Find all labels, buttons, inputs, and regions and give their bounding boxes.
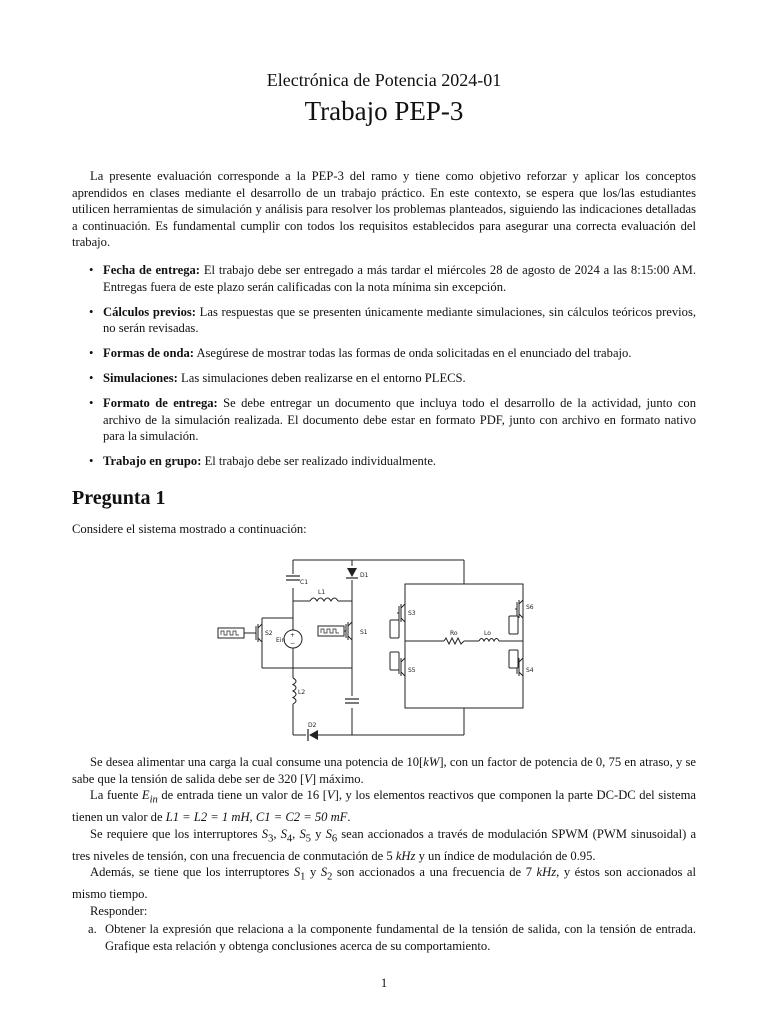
circuit-diagram (214, 544, 554, 746)
requirement-item (72, 395, 696, 445)
page-number: 1 (380, 976, 388, 990)
capacitor-c2-icon (345, 699, 359, 703)
requirement-text: El trabajo debe ser entregado a más tardar el miércoles 28 de agosto de 2024 a las 8:15:00 AM. Entregas fuera de este plazo serán calificadas con la nota mínima sin excepción. (103, 263, 696, 294)
bullet-icon: • (89, 454, 94, 468)
label-s2: S2 (265, 630, 273, 637)
requirement-item (72, 262, 696, 295)
section-heading: Pregunta 1 (72, 487, 166, 509)
paragraph-switching: Además, se tiene que los interruptores $S_1$ y $S_2$ son accionados a una frecuencia de 7 kHz, y éstos son accionados al mismo tiempo. (72, 865, 697, 902)
bullet-icon: • (89, 304, 94, 319)
intro-paragraph: La presente evaluación corresponde a la PEP-3 del ramo y tiene como objetivo reforzar y aplicar los conceptos aprendidos en clases mediante el desarrollo de un trabajo práctico. En este contexto, se espera que los/las estudiantes utilicen herramientas de simulación y análisis para resolver los problemas planteados, siguiendo las indicaciones detalladas a continuación. Es fundamental cumplir con todos los requisitos establecidos para asegurar una correcta evaluación del trabajo. (72, 169, 696, 249)
requirement-label: Trabajo en grupo: (103, 454, 202, 468)
paragraph-spwm: Se requiere que los interruptores $S_3$, $S_4$, $S_5$ y $S_6$ sean accionados a través de modulación SPWM (PWM sinusoidal) a tres niveles de tensión, con una frecuencia de conmutación de 5 kHz y un índice de modulación de 0.95. (72, 826, 697, 863)
resistor-ro-icon (444, 638, 464, 644)
requirement-item (72, 345, 696, 362)
label-c1: C1 (300, 579, 309, 586)
bullet-icon: • (89, 371, 94, 385)
label-s6: S6 (526, 604, 534, 611)
voltage-source-icon (284, 630, 302, 648)
paragraph-source: La fuente $E_{in}$ de entrada tiene un valor de 16 [V], y los elementos reactivos que componen la parte DC-DC del sistema tienen un valor de L1 = L2 = 1 mH, C1 = C2 = 50 mF. (72, 788, 697, 825)
label-ro: Ro (450, 630, 458, 637)
requirement-label: Formas de onda: (103, 346, 194, 360)
signal-block-s4 (509, 650, 518, 668)
requirement-item (72, 453, 696, 470)
label-lo: Lo (484, 630, 491, 637)
requirement-item (72, 370, 696, 387)
inductor-l1-icon (310, 598, 338, 601)
requirement-label: Formato de entrega: (103, 396, 218, 410)
label-l1: L1 (318, 589, 326, 596)
label-s3: S3 (408, 610, 416, 617)
course-name: Electrónica de Potencia 2024-01 (266, 70, 502, 90)
label-s5: S5 (408, 667, 416, 674)
signal-block-s2 (218, 628, 244, 638)
inductor-l2-icon (293, 678, 296, 704)
bullet-icon: • (89, 396, 94, 410)
requirement-text: Asegúrese de mostrar todas las formas de onda solicitadas en el enunciado del trabajo. (196, 346, 632, 360)
problem-statement (72, 754, 696, 919)
bullet-icon: • (89, 263, 94, 277)
question-text: Obtener la expresión que relaciona a la componente fundamental de la tensión de salida, con la tensión de entrada. Grafique esta relación y obtenga conclusiones acerca de su comportamiento. (105, 922, 696, 953)
requirement-text: El trabajo debe ser realizado individualmente. (204, 454, 437, 468)
switch-s2-icon (244, 624, 262, 642)
inductor-lo-icon (479, 639, 499, 642)
signal-block-s1 (318, 626, 344, 636)
paragraph-respond: Responder: (90, 903, 148, 918)
svg-text:−: − (290, 640, 296, 647)
inverter-bus (405, 584, 523, 708)
requirements-list (72, 262, 696, 478)
switch-s1-icon (344, 620, 352, 642)
question-item (72, 921, 696, 954)
label-l2: L2 (298, 689, 306, 696)
svg-text:+: + (290, 632, 296, 639)
requirement-text: Las simulaciones deben realizarse en el entorno PLECS. (181, 371, 466, 385)
signal-block-s3 (390, 620, 399, 638)
signal-block-s6 (509, 616, 518, 634)
requirement-label: Fecha de entrega: (103, 263, 200, 277)
requirement-label: Simulaciones: (103, 371, 178, 385)
question-marker: a. (88, 922, 97, 936)
switch-s6-icon (515, 600, 523, 618)
label-d1: D1 (360, 572, 369, 579)
label-s4: S4 (526, 667, 534, 674)
requirement-item (72, 304, 696, 337)
requirement-text: Se debe entregar un documento que incluya todo el desarrollo de la actividad, junto con archivo de la simulación realizada. El documento debe estar en formato PDF, junto con archivo en formato nativo para la simulación. (103, 396, 697, 443)
bullet-icon: • (89, 346, 94, 360)
requirement-label: Cálculos previos: (103, 304, 196, 319)
capacitor-c1-icon (286, 576, 300, 580)
diode-d1-icon (346, 568, 358, 578)
label-s1: S1 (360, 629, 368, 636)
switch-s3-icon (397, 604, 405, 622)
section-lead: Considere el sistema mostrado a continuación: (72, 522, 307, 536)
document-title: Trabajo PEP-3 (304, 96, 464, 126)
label-ein: Ein (276, 637, 286, 644)
requirement-text: Las respuestas que se presenten únicamente mediante simulaciones, sin cálculos teóricos previos, no serán revisadas. (103, 304, 696, 335)
label-d2: D2 (308, 722, 317, 729)
signal-block-s5 (390, 652, 399, 670)
diode-d2-icon (308, 729, 318, 741)
paragraph-power: Se desea alimentar una carga la cual consume una potencia de 10[kW], con un factor de potencia de 0, 75 en atraso, y se sabe que la tensión de salida debe ser de 320 [V] máximo. (72, 755, 696, 786)
